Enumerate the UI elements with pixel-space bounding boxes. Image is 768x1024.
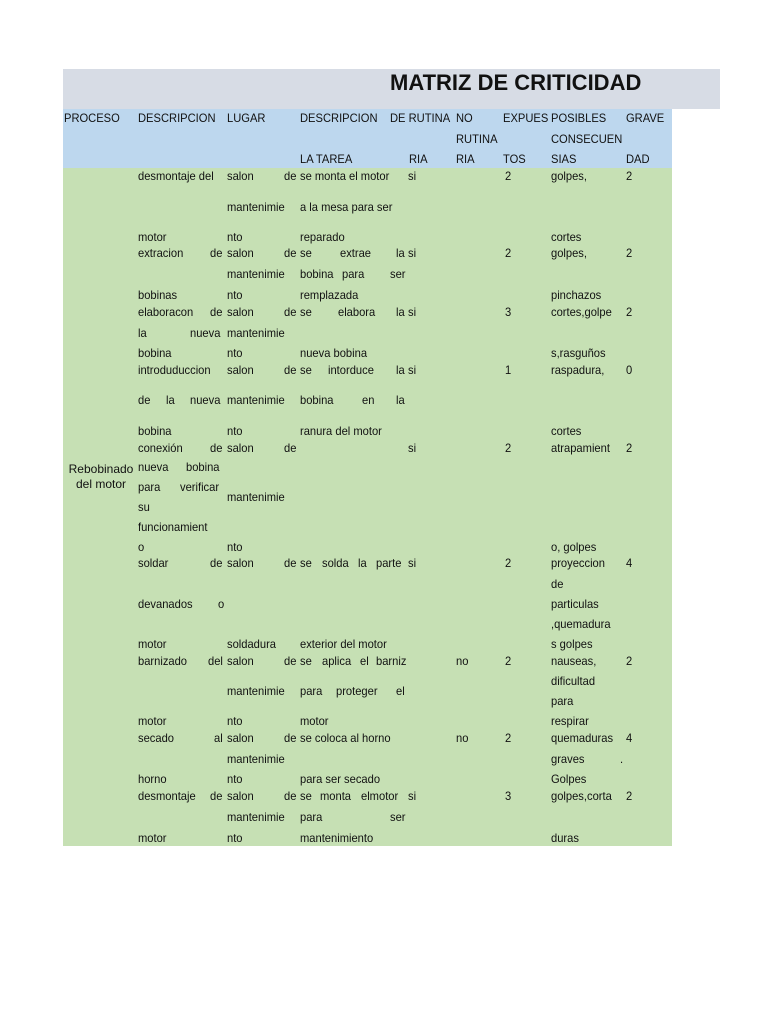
table-cell: elaboracon xyxy=(138,305,194,319)
table-cell: verificar xyxy=(180,480,220,494)
header-cell: PROCESO xyxy=(64,111,120,125)
table-cell: elmotor xyxy=(361,789,399,803)
table-cell: remplazada xyxy=(300,288,359,302)
table-cell: raspadura, xyxy=(551,363,605,377)
table-cell: de xyxy=(210,246,223,260)
table-cell: el xyxy=(396,684,405,698)
table-cell: si xyxy=(408,441,417,455)
table-cell: quemaduras xyxy=(551,731,614,745)
table-cell: Golpes xyxy=(551,772,587,786)
header-cell: NO xyxy=(456,111,473,125)
table-cell: se xyxy=(300,654,312,668)
table-cell: salon xyxy=(227,654,254,668)
table-cell: la xyxy=(358,556,367,570)
table-cell: no xyxy=(456,731,469,745)
table-cell: nto xyxy=(227,424,243,438)
table-cell: bobina xyxy=(300,267,334,281)
table-cell: introduduccion xyxy=(138,363,211,377)
table-cell: se xyxy=(300,246,312,260)
table-cell: bobina xyxy=(138,346,172,360)
table-cell: la xyxy=(396,305,405,319)
table-cell: se xyxy=(300,363,312,377)
table-cell: la xyxy=(396,393,405,407)
table-cell: nto xyxy=(227,230,243,244)
table-cell: de xyxy=(284,654,297,668)
table-cell: devanados xyxy=(138,597,193,611)
table-cell: de xyxy=(210,556,223,570)
table-cell: nto xyxy=(227,714,243,728)
table-cell: de xyxy=(284,305,297,319)
table-cell: si xyxy=(408,789,417,803)
table-cell: ranura del motor xyxy=(300,424,382,438)
header-cell: GRAVE xyxy=(626,111,665,125)
table-cell: parte xyxy=(376,556,402,570)
table-cell: mantenimie xyxy=(227,200,285,214)
table-cell: secado xyxy=(138,731,174,745)
header-cell: LUGAR xyxy=(227,111,266,125)
table-cell: 2 xyxy=(505,169,512,183)
table-cell: si xyxy=(408,556,417,570)
table-cell: de xyxy=(284,441,297,455)
table-cell: de xyxy=(284,789,297,803)
table-cell: nueva xyxy=(190,326,221,340)
table-cell: salon xyxy=(227,169,254,183)
table-cell: s golpes xyxy=(551,637,593,651)
header-cell: RUTINA xyxy=(456,132,498,146)
table-cell: ,quemadura xyxy=(551,617,611,631)
table-cell: para xyxy=(300,684,323,698)
table-cell: no xyxy=(456,654,469,668)
table-cell: 2 xyxy=(626,441,633,455)
table-cell: s,rasguños xyxy=(551,346,606,360)
table-cell: 3 xyxy=(505,305,512,319)
table-cell: proteger xyxy=(336,684,378,698)
table-cell: de xyxy=(284,169,297,183)
table-cell: salon xyxy=(227,305,254,319)
proceso-cell: Rebobinado del motor xyxy=(68,462,134,491)
header-cell: DAD xyxy=(626,152,650,166)
table-cell: cortes xyxy=(551,230,582,244)
table-cell: para xyxy=(551,694,574,708)
table-cell: nto xyxy=(227,288,243,302)
table-cell: duras xyxy=(551,831,579,845)
header-cell: DESCRIPCION xyxy=(138,111,216,125)
table-cell: si xyxy=(408,305,417,319)
table-cell: exterior del motor xyxy=(300,637,387,651)
table-cell: la xyxy=(396,246,405,260)
table-cell: al xyxy=(214,731,223,745)
table-cell: bobina xyxy=(186,460,220,474)
table-cell: se xyxy=(300,556,312,570)
table-cell: o xyxy=(218,597,225,611)
table-cell: 2 xyxy=(505,731,512,745)
header-cell: SIAS xyxy=(551,152,577,166)
table-cell: nueva xyxy=(190,393,221,407)
table-cell: nueva bobina xyxy=(300,346,368,360)
table-cell: de xyxy=(284,556,297,570)
table-cell: nto xyxy=(227,831,243,845)
table-cell: cortes xyxy=(551,424,582,438)
table-cell: soldar xyxy=(138,556,169,570)
table-cell: de xyxy=(138,393,151,407)
table-cell: monta xyxy=(320,789,352,803)
table-cell: 2 xyxy=(505,654,512,668)
table-cell: extracion xyxy=(138,246,184,260)
table-cell: mantenimie xyxy=(227,393,285,407)
table-cell: si xyxy=(408,169,417,183)
table-cell: pinchazos xyxy=(551,288,602,302)
table-cell: bobinas xyxy=(138,288,178,302)
table-cell: 3 xyxy=(505,789,512,803)
table-cell: el xyxy=(360,654,369,668)
table-cell: nauseas, xyxy=(551,654,597,668)
table-cell: salon xyxy=(227,731,254,745)
table-cell: de xyxy=(210,441,223,455)
table-cell: de xyxy=(551,577,564,591)
header-cell: CONSECUEN xyxy=(551,132,623,146)
table-cell: la xyxy=(138,326,147,340)
table-cell: conexión xyxy=(138,441,183,455)
table-cell: ser xyxy=(390,810,406,824)
table-cell: golpes,corta xyxy=(551,789,612,803)
table-cell: respirar xyxy=(551,714,589,728)
table-cell: salon xyxy=(227,441,254,455)
table-cell: nto xyxy=(227,540,243,554)
table-cell: intorduce xyxy=(328,363,374,377)
table-cell: dificultad xyxy=(551,674,596,688)
table-cell: nto xyxy=(227,346,243,360)
header-cell: POSIBLES xyxy=(551,111,607,125)
table-cell: nto xyxy=(227,772,243,786)
table-cell: del xyxy=(208,654,223,668)
table-cell: mantenimie xyxy=(227,326,285,340)
table-cell: 4 xyxy=(626,731,633,745)
table-cell: si xyxy=(408,246,417,260)
table-cell: motor xyxy=(138,831,167,845)
table-cell: motor xyxy=(300,714,329,728)
table-cell: su xyxy=(138,500,150,514)
table-cell: 2 xyxy=(626,305,633,319)
table-cell: se xyxy=(300,789,312,803)
table-cell: 2 xyxy=(626,789,633,803)
table-cell: de xyxy=(284,731,297,745)
header-cell: TOS xyxy=(503,152,526,166)
table-cell: soldadura xyxy=(227,637,277,651)
table-cell: se xyxy=(300,305,312,319)
table-cell: para ser secado xyxy=(300,772,381,786)
table-cell: proyeccion xyxy=(551,556,605,570)
table-cell: salon xyxy=(227,246,254,260)
table-cell: mantenimie xyxy=(227,490,285,504)
table-cell: motor xyxy=(138,714,167,728)
header-cell: EXPUES xyxy=(503,111,549,125)
table-cell: extrae xyxy=(340,246,372,260)
table-cell: de xyxy=(284,246,297,260)
table-cell: barniz xyxy=(376,654,407,668)
table-cell: mantenimie xyxy=(227,810,285,824)
table-cell: a la mesa para ser xyxy=(300,200,393,214)
table-cell: 0 xyxy=(626,363,633,377)
table-cell: 4 xyxy=(626,556,633,570)
table-cell: se coloca al horno xyxy=(300,731,391,745)
table-cell: graves xyxy=(551,752,585,766)
table-cell: . xyxy=(620,752,624,766)
table-cell: reparado xyxy=(300,230,345,244)
table-cell: de xyxy=(284,363,297,377)
table-cell: bobina xyxy=(300,393,334,407)
table-cell: barnizado xyxy=(138,654,188,668)
table-cell: si xyxy=(408,363,417,377)
table-cell: motor xyxy=(138,637,167,651)
table-cell: 2 xyxy=(505,441,512,455)
header-cell: RIA xyxy=(409,152,428,166)
table-cell: atrapamient xyxy=(551,441,610,455)
table-cell: de xyxy=(210,789,223,803)
table-cell: desmontaje del xyxy=(138,169,214,183)
table-cell: mantenimiento xyxy=(300,831,374,845)
table-cell: mantenimie xyxy=(227,752,285,766)
table-cell: 2 xyxy=(626,246,633,260)
table-cell: particulas xyxy=(551,597,599,611)
table-cell: elabora xyxy=(338,305,376,319)
header-cell: DESCRIPCION xyxy=(300,111,378,125)
table-cell: salon xyxy=(227,789,254,803)
table-cell: golpes, xyxy=(551,169,587,183)
table-cell: golpes, xyxy=(551,246,587,260)
table-cell: 2 xyxy=(505,246,512,260)
header-cell: RIA xyxy=(456,152,475,166)
header-cell: LA TAREA xyxy=(300,152,353,166)
table-cell: 2 xyxy=(626,654,633,668)
table-cell: para xyxy=(300,810,323,824)
table-cell: de xyxy=(210,305,223,319)
table-cell: o xyxy=(138,540,145,554)
table-cell: solda xyxy=(322,556,349,570)
table-cell: en xyxy=(362,393,375,407)
table-cell: para xyxy=(342,267,365,281)
table-cell: salon xyxy=(227,556,254,570)
table-cell: 2 xyxy=(626,169,633,183)
table-cell: desmontaje xyxy=(138,789,196,803)
table-cell: mantenimie xyxy=(227,684,285,698)
table-cell: funcionamient xyxy=(138,520,208,534)
table-cell: bobina xyxy=(138,424,172,438)
table-cell: salon xyxy=(227,363,254,377)
table-cell: 1 xyxy=(505,363,512,377)
table-cell: motor xyxy=(138,230,167,244)
table-cell: la xyxy=(166,393,175,407)
table-cell: ser xyxy=(390,267,406,281)
table-cell: se monta el motor xyxy=(300,169,390,183)
table-cell: o, golpes xyxy=(551,540,597,554)
table-cell: la xyxy=(396,363,405,377)
table-cell: aplica xyxy=(322,654,352,668)
header-cell: DE RUTINA xyxy=(390,111,451,125)
table-cell: cortes,golpe xyxy=(551,305,612,319)
table-cell: mantenimie xyxy=(227,267,285,281)
page-title: MATRIZ DE CRITICIDAD xyxy=(390,70,642,95)
table-cell: nueva xyxy=(138,460,169,474)
table-cell: horno xyxy=(138,772,167,786)
table-cell: para xyxy=(138,480,161,494)
table-cell: 2 xyxy=(505,556,512,570)
